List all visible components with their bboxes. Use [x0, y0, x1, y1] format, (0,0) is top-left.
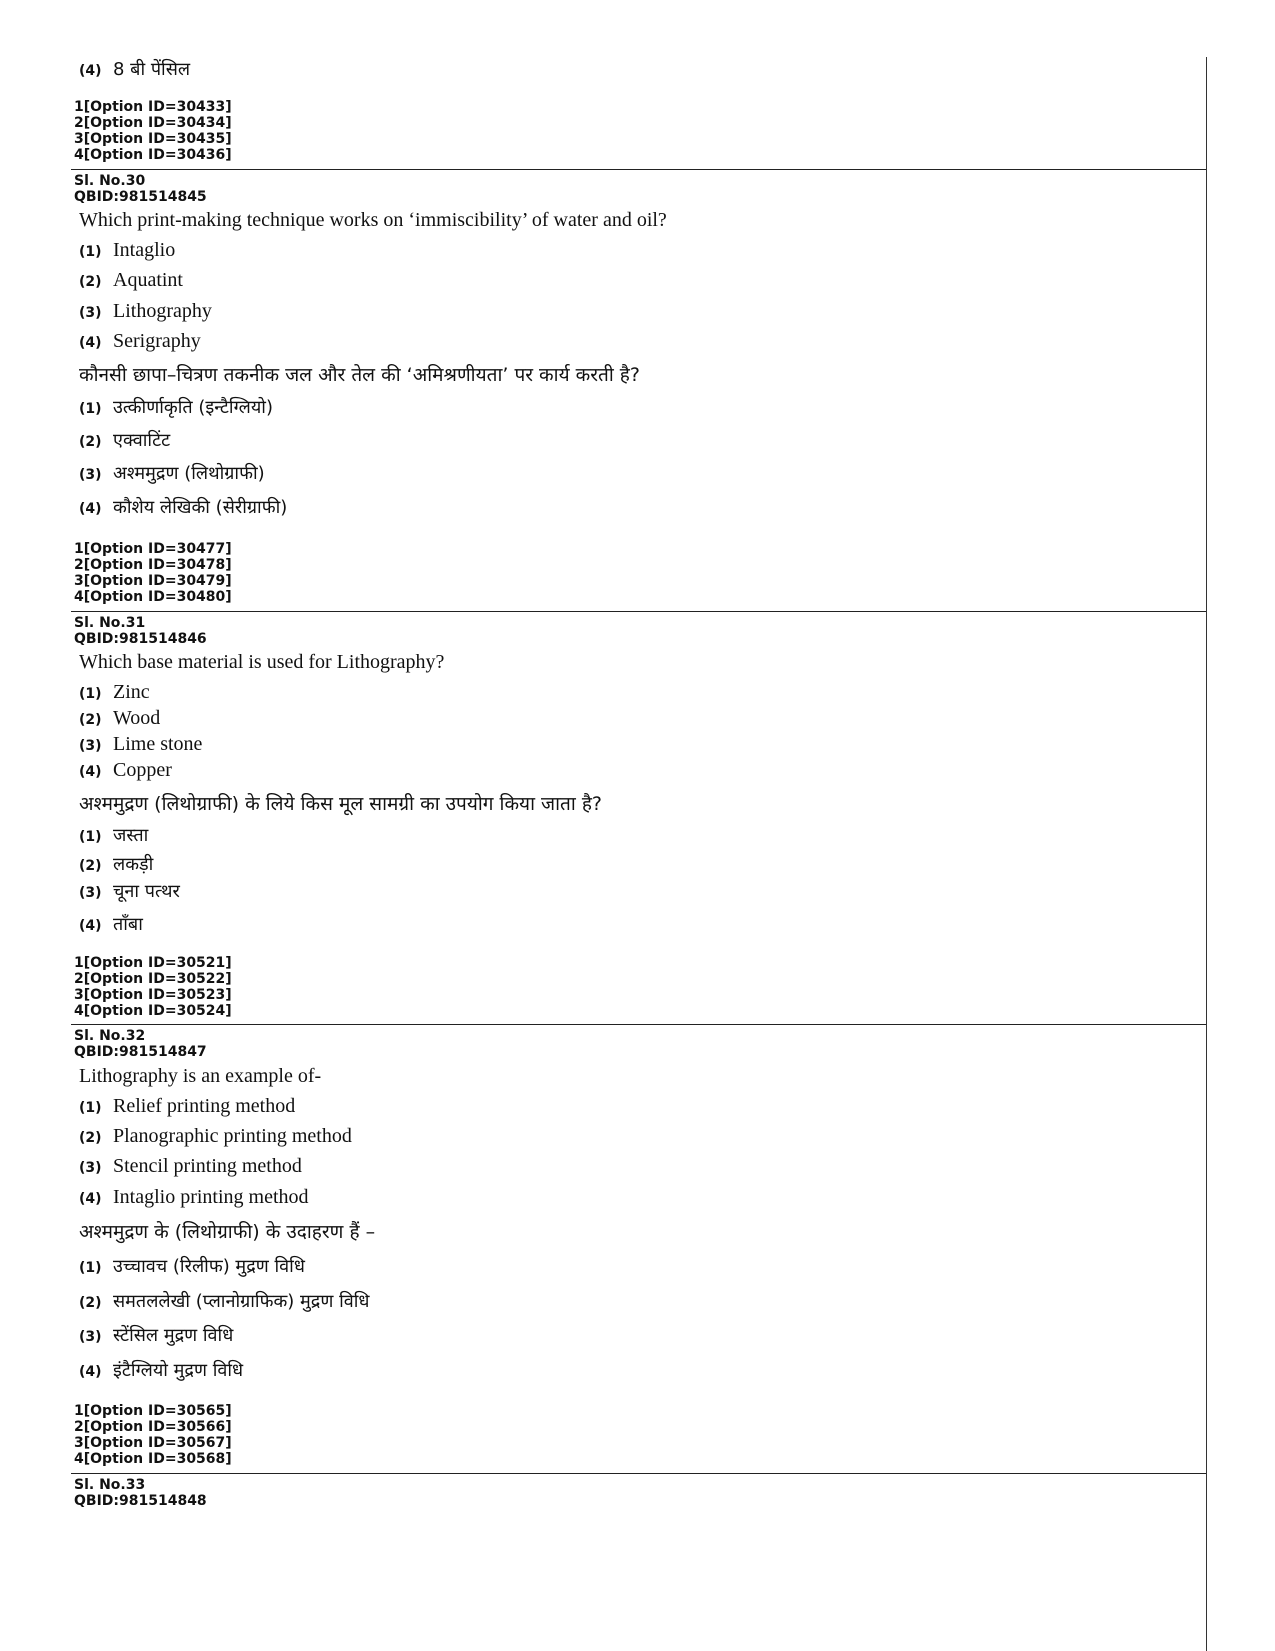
serial-number: Sl. No.32	[74, 1028, 146, 1044]
option-id-list	[74, 1403, 232, 1467]
option-id-list	[74, 541, 232, 605]
option-number: (2)	[79, 712, 102, 728]
option-hi-2	[79, 852, 153, 876]
option-hi-1	[79, 1254, 305, 1278]
option-text: Intaglio	[113, 239, 176, 261]
option-en-1	[79, 1095, 295, 1118]
option-text: Wood	[113, 707, 161, 729]
qbid: QBID:981514846	[74, 631, 207, 647]
option-text: एक्वाटिंट	[113, 430, 171, 451]
option-text: Intaglio printing method	[113, 1186, 309, 1208]
option-en-3	[79, 1155, 302, 1178]
qbid: QBID:981514847	[74, 1044, 207, 1060]
question-block-30	[71, 173, 1206, 610]
option-number: (3)	[79, 467, 102, 483]
option-id: 1[Option ID=30477]	[74, 541, 232, 557]
option-text: इंटैग्लियो मुद्रण विधि	[113, 1360, 244, 1381]
option-id: 2[Option ID=30434]	[74, 115, 232, 131]
divider	[71, 611, 1206, 612]
option-number: (4)	[79, 764, 102, 780]
option-text: उच्चावच (रिलीफ) मुद्रण विधि	[113, 1256, 305, 1277]
qbid: QBID:981514845	[74, 189, 207, 205]
option-id: 2[Option ID=30566]	[74, 1419, 232, 1435]
option-en-1	[79, 681, 150, 704]
option-id: 3[Option ID=30435]	[74, 131, 232, 147]
option-number: (2)	[79, 1130, 102, 1146]
option-number: (2)	[79, 434, 102, 450]
option-number: (4)	[79, 918, 102, 934]
option-id: 1[Option ID=30521]	[74, 955, 232, 971]
option-id-list	[74, 99, 232, 163]
option-text: चूना पत्थर	[113, 881, 180, 902]
qbid: QBID:981514848	[74, 1493, 207, 1509]
option-text: 8 बी पेंसिल	[113, 59, 191, 80]
option-number: (3)	[79, 885, 102, 901]
option-number: (1)	[79, 1100, 102, 1116]
option-en-4	[79, 759, 172, 782]
option-number: (1)	[79, 686, 102, 702]
option-number: (4)	[79, 335, 102, 351]
option-en-3	[79, 733, 202, 756]
option-text: Planographic printing method	[113, 1125, 352, 1147]
option-id: 1[Option ID=30565]	[74, 1403, 232, 1419]
question-block-33	[71, 1477, 1206, 1517]
question-text-en: Which base material is used for Lithography?	[79, 651, 445, 673]
option-text: लकड़ी	[113, 854, 154, 875]
option-id: 3[Option ID=30567]	[74, 1435, 232, 1451]
option-hi-4	[79, 495, 287, 519]
option-number: (1)	[79, 1260, 102, 1276]
option-number: (3)	[79, 738, 102, 754]
option-text: Aquatint	[113, 269, 183, 291]
question-block-29-tail	[71, 57, 1206, 169]
option-number: (1)	[79, 829, 102, 845]
option-en-1	[79, 239, 175, 262]
option-id: 4[Option ID=30524]	[74, 1003, 232, 1019]
option-id: 3[Option ID=30523]	[74, 987, 232, 1003]
option-text: जस्ता	[113, 825, 149, 846]
option-id: 3[Option ID=30479]	[74, 573, 232, 589]
option-hi-1	[79, 823, 148, 847]
option-id: 1[Option ID=30433]	[74, 99, 232, 115]
option-number: (1)	[79, 401, 102, 417]
option-en-2	[79, 1125, 352, 1148]
option-text: Serigraphy	[113, 330, 201, 352]
option-en-2	[79, 707, 160, 730]
option-hi-3	[79, 1323, 233, 1347]
option-hi-2	[79, 428, 170, 452]
option-text: Stencil printing method	[113, 1155, 302, 1177]
question-text-hi: अश्ममुद्रण (लिथोग्राफी) के लिये किस मूल सामग्री का उपयोग किया जाता है?	[79, 793, 603, 815]
serial-number: Sl. No.33	[74, 1477, 146, 1493]
divider	[71, 1473, 1206, 1474]
option-number: (4)	[79, 63, 102, 79]
option-number: (4)	[79, 1364, 102, 1380]
option-text: कौशेय लेखिकी (सेरीग्राफी)	[113, 497, 288, 518]
option-id: 4[Option ID=30568]	[74, 1451, 232, 1467]
option-number: (4)	[79, 1191, 102, 1207]
question-text-en: Which print-making technique works on ‘immiscibility’ of water and oil?	[79, 209, 667, 231]
option-en-4	[79, 1186, 309, 1209]
option-id: 4[Option ID=30480]	[74, 589, 232, 605]
option-text: उत्कीर्णाकृति (इन्टैग्लियो)	[113, 397, 273, 418]
option-number: (3)	[79, 1329, 102, 1345]
option-number: (2)	[79, 1295, 102, 1311]
option-en-3	[79, 300, 212, 323]
divider	[71, 169, 1206, 170]
option-number: (4)	[79, 501, 102, 517]
option-hi-4	[79, 1358, 243, 1382]
option-id: 2[Option ID=30522]	[74, 971, 232, 987]
question-text-hi: अश्ममुद्रण के (लिथोग्राफी) के उदाहरण हैं –	[79, 1221, 376, 1243]
option-hi-4	[79, 912, 143, 936]
question-block-31	[71, 615, 1206, 1023]
option-text: समतललेखी (प्लानोग्राफिक) मुद्रण विधि	[113, 1291, 370, 1312]
question-block-32	[71, 1028, 1206, 1473]
option-en-4	[79, 330, 201, 353]
option-hi-3	[79, 461, 265, 485]
option-number: (1)	[79, 244, 102, 260]
option-hi-1	[79, 395, 273, 419]
option-text: Zinc	[113, 681, 150, 703]
option-text: अश्ममुद्रण (लिथोग्राफी)	[113, 463, 265, 484]
serial-number: Sl. No.30	[74, 173, 146, 189]
option-text: स्टेंसिल मुद्रण विधि	[113, 1325, 234, 1346]
option-number: (2)	[79, 274, 102, 290]
option-id: 4[Option ID=30436]	[74, 147, 232, 163]
question-text-en: Lithography is an example of-	[79, 1065, 322, 1087]
option-number: (3)	[79, 1160, 102, 1176]
option-text: Lithography	[113, 300, 212, 322]
option-number: (2)	[79, 858, 102, 874]
question-text-hi: कौनसी छापा–चित्रण तकनीक जल और तेल की ‘अमिश्रणीयता’ पर कार्य करती है?	[79, 364, 640, 386]
option-text: ताँबा	[113, 914, 143, 935]
option-id: 2[Option ID=30478]	[74, 557, 232, 573]
option-hi-3	[79, 879, 180, 903]
divider	[71, 1024, 1206, 1025]
option-id-list	[74, 955, 232, 1019]
option-hi-4	[79, 57, 190, 81]
option-text: Lime stone	[113, 733, 203, 755]
option-hi-2	[79, 1289, 370, 1313]
option-text: Copper	[113, 759, 172, 781]
option-en-2	[79, 269, 183, 292]
option-number: (3)	[79, 305, 102, 321]
serial-number: Sl. No.31	[74, 615, 146, 631]
option-text: Relief printing method	[113, 1095, 296, 1117]
